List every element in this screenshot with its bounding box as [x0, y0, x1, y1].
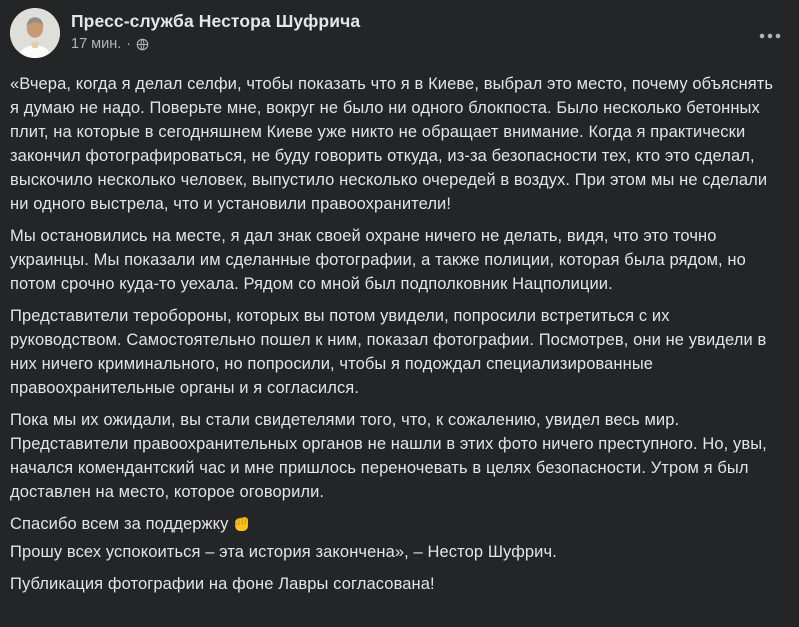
globe-public-icon [136, 38, 149, 51]
post-paragraph-closing [10, 512, 775, 564]
post-paragraph: Представители теробороны, которых вы потом увидели, попросили встретиться с их руководством. Самостоятельно пошел к ним, показал фотографии. Посмотрев, они не увидели в них ничего криминального, но попросили, чтобы я подождал специализированные правоохранительные органы и я согласился. [10, 307, 767, 397]
post-paragraph: Пока мы их ожидали, вы стали свидетелями того, что, к сожалению, увидел весь мир. Представители правоохранительных органов не нашли в этих фото ничего преступного. Но, увы, начался комендантский час и мне пришлось переночевать в целях безопасности. Утром я был доставлен на место, которое оговорили. [10, 411, 767, 501]
more-options-button[interactable] [754, 24, 786, 48]
post-paragraph-final: Публикация фотографии на фоне Лавры согласована! [10, 575, 435, 593]
profile-photo-icon [10, 8, 60, 58]
page-name-link[interactable]: Пресс-служба Нестора Шуфрича [71, 11, 361, 31]
ellipsis-icon [759, 33, 781, 39]
post-header-text [71, 8, 787, 52]
post-paragraph: Мы остановились на месте, я дал знак своей охране ничего не делать, видя, что это точно украинцы. Мы показали им сделанные фотографии, а также полиции, которая была рядом, но потом срочно куда-то уехала. Рядом со мной был подполковник Нацполиции. [10, 227, 746, 293]
meta-separator: · [126, 36, 132, 52]
avatar[interactable] [10, 8, 60, 58]
raised-fist-emoji [232, 514, 251, 540]
post-body [0, 58, 799, 596]
post-paragraph: «Вчера, когда я делал селфи, чтобы показать что я в Киеве, выбрал это место, почему объяснять я думаю не надо. Поверьте мне, вокруг не было ни одного блокпоста. Было несколько бетонных плит, на которые в сегодняшнем Киеве уже никто не обращает внимание. Когда я практически закончил фотографироваться, не буду говорить откуда, из-за безопасности тех, кто это сделал, выскочило несколько человек, выпустило несколько очередей в воздух. При этом мы не сделали ни одного выстрела, что и установили правоохранители! [10, 75, 774, 213]
post-meta [71, 36, 787, 52]
thanks-text: Спасибо всем за поддержку [10, 515, 229, 533]
post-header [0, 0, 799, 58]
timestamp[interactable]: 17 мин. [71, 36, 122, 52]
calm-text: Прошу всех успокоиться – эта история закончена», – Нестор Шуфрич. [10, 543, 557, 561]
